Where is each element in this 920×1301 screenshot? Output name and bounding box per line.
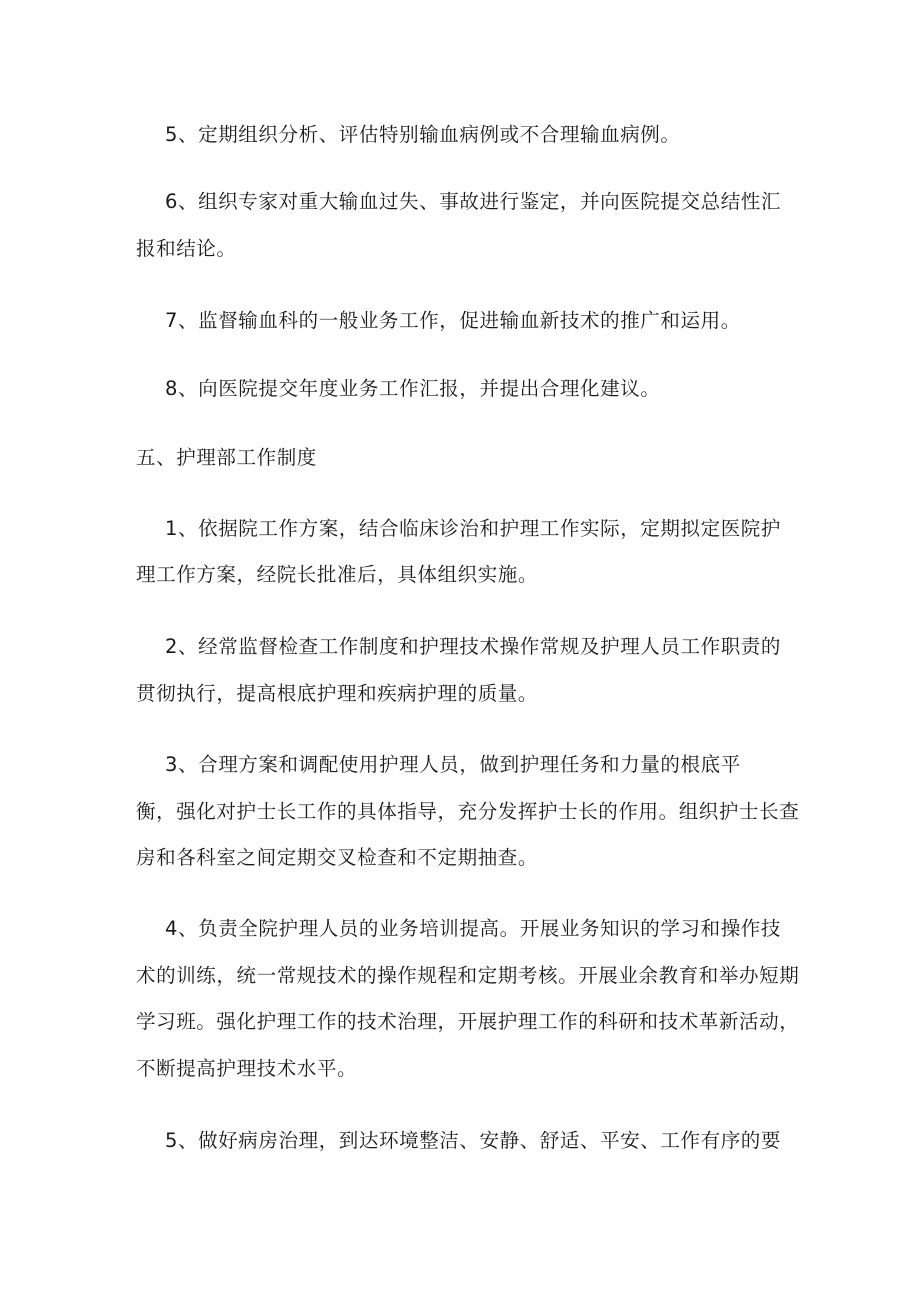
nursing-item-3-line-1: 3、合理方案和调配使用护理人员，做到护理任务和力量的根底平	[165, 753, 741, 776]
nursing-item-4-line-1: 4、负责全院护理人员的业务培训提高。开展业务知识的学习和操作技	[165, 917, 782, 940]
nursing-item-4-line-3: 学习班。强化护理工作的技术治理，开展护理工作的科研和技术革新活动，	[136, 1010, 800, 1033]
nursing-item-4-line-4: 不断提高护理技术水平。	[136, 1057, 358, 1080]
nursing-item-4-line-2: 术的训练，统一常规技术的操作规程和定期考核。开展业余教育和举办短期	[136, 964, 800, 987]
nursing-item-3-line-3: 房和各科室之间定期交叉检查和不定期抽查。	[136, 846, 539, 869]
nursing-item-5-line-1: 5、做好病房治理，到达环境整洁、安静、舒适、平安、工作有序的要	[165, 1129, 782, 1152]
item-6-line-1: 6、组织专家对重大输血过失、事故进行鉴定，并向医院提交总结性汇	[165, 190, 782, 213]
nursing-item-2-line-2: 贯彻执行，提高根底护理和疾病护理的质量。	[136, 682, 539, 705]
nursing-item-3-line-2: 衡，强化对护士长工作的具体指导，充分发挥护士长的作用。组织护士长查	[136, 800, 800, 823]
item-5-line: 5、定期组织分析、评估特别输血病例或不合理输血病例。	[165, 123, 681, 146]
nursing-item-2-line-1: 2、经常监督检查工作制度和护理技术操作常规及护理人员工作职责的	[165, 635, 782, 658]
item-6-line-2: 报和结论。	[136, 237, 237, 260]
nursing-item-1-line-1: 1、依据院工作方案，结合临床诊治和护理工作实际，定期拟定医院护	[165, 517, 782, 540]
item-8-line: 8、向医院提交年度业务工作汇报，并提出合理化建议。	[165, 377, 661, 400]
nursing-item-1-line-2: 理工作方案，经院长批准后，具体组织实施。	[136, 563, 539, 586]
section-heading: 五、护理部工作制度	[136, 446, 317, 469]
item-7-line: 7、监督输血科的一般业务工作，促进输血新技术的推广和运用。	[165, 309, 741, 332]
